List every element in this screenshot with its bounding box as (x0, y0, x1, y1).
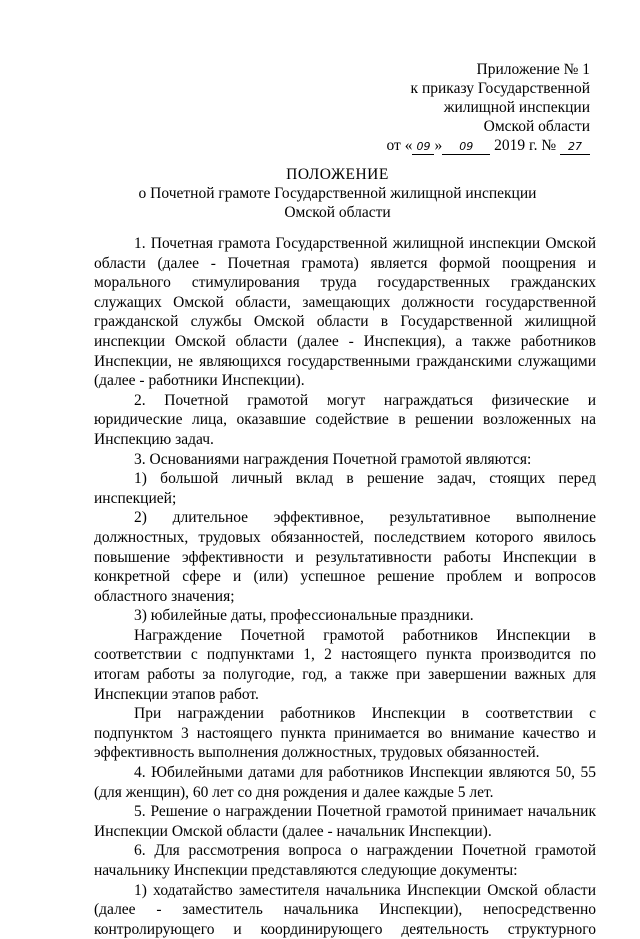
annex-date-line (387, 136, 590, 155)
annex-region-line: Омской области (483, 118, 590, 135)
paragraph-award-anniversary: При награждении работников Инспекции в соответствии с подпунктом 3 настоящего пункта принимается во внимание качество и эффективность выполнения должностных, трудовых обязанностей. (94, 705, 596, 762)
annex-title: Приложение № 1 (476, 61, 590, 78)
annex-agency-line: жилищной инспекции (443, 99, 590, 116)
paragraph-6-1: 1) ходатайство заместителя начальника Инспекции Омской области (далее - заместитель начальника Инспекции), непосредственно контролирующего и координирующего деятельность структурного (94, 881, 596, 938)
paragraph-4: 4. Юбилейными датами для работников Инспекции являются 50, 55 (для женщин), 60 лет со дня рождения и далее каждые 5 лет. (94, 764, 596, 801)
document-subtitle-line2: Омской области (284, 204, 391, 221)
paragraph-3-1: 1) большой личный вклад в решение задач, стоящих перед инспекцией; (94, 470, 596, 507)
paragraph-3: 3. Основаниями награждения Почетной грамотой являются: (134, 450, 532, 468)
paragraph-6: 6. Для рассмотрения вопроса о награждении Почетной грамотой начальнику Инспекции представляются следующие документы: (94, 842, 596, 879)
order-number-handwritten: 27 (560, 140, 590, 155)
annex-order-line: к приказу Государственной (410, 80, 590, 97)
document-title-block (60, 165, 615, 222)
date-day-handwritten: 09 (412, 140, 434, 155)
document-title: ПОЛОЖЕНИЕ (286, 166, 389, 183)
paragraph-2: 2. Почетной грамотой могут награждаться физические и юридические лица, оказавшие содействие в решении возложенных на Инспекцию задач. (94, 391, 596, 448)
document-subtitle-line1: о Почетной грамоте Государственной жилищной инспекции (138, 185, 537, 202)
document-body (94, 234, 596, 939)
annex-block (387, 60, 590, 155)
date-quote-close: » (434, 137, 443, 154)
date-month-handwritten: 09 (442, 140, 490, 155)
paragraph-5: 5. Решение о награждении Почетной грамотой принимает начальник Инспекции Омской области (далее - начальник Инспекции). (94, 803, 596, 840)
paragraph-3-2: 2) длительное эффективное, результативное выполнение должностных, трудовых обязанностей, последствием которого явилось повышение эффективности и результативности работы Инспекции в конкретной сфере и (или) успешное решение проблем и вопросов областного значения; (94, 509, 596, 605)
date-prefix: от « (386, 137, 413, 154)
paragraph-1: 1. Почетная грамота Государственной жилищной инспекции Омской области (далее - Почетная грамота) является формой поощрения и морального стимулирования труда государственных гражданских служащих Омской области, замещающих должности государственной гражданской службы Омской области в Государственной жилищной инспекции Омской области (далее - Инспекция), а также работников Инспекции, не являющихся государственными гражданскими служащими (далее - работники Инспекции). (94, 235, 596, 390)
paragraph-award-employees: Награждение Почетной грамотой работников Инспекции в соответствии с подпунктами 1, 2 настоящего пункта производится по итогам работы за полугодие, год, а также при завершении важных для Инспекции этапов работ. (94, 626, 596, 703)
date-year: 2019 г. № (494, 137, 557, 154)
paragraph-3-3: 3) юбилейные даты, профессиональные праздники. (134, 607, 474, 625)
